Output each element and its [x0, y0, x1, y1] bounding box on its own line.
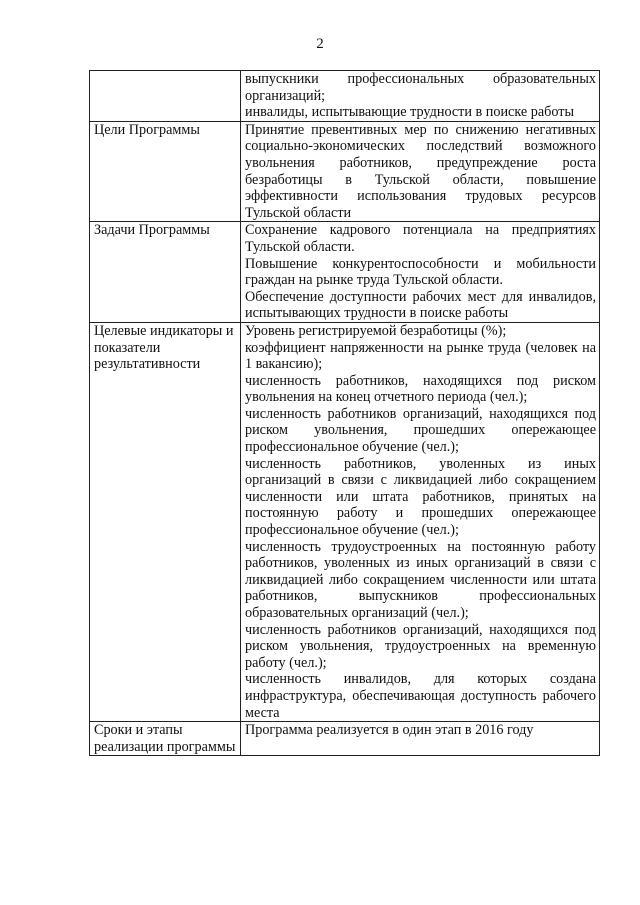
- program-passport-table: [89, 70, 600, 756]
- row-content-cell: [241, 121, 600, 222]
- content-paragraph: Обеспечение доступности рабочих мест для инвалидов, испытывающих трудности в поиске работы: [245, 288, 596, 322]
- row-label-cell: Задачи Программы: [90, 222, 241, 323]
- page-number: 2: [316, 36, 324, 52]
- row-label-cell: Цели Программы: [90, 121, 241, 222]
- content-paragraph: численность работников, находящихся под риском увольнения на конец отчетного периода (чел.);: [245, 372, 596, 406]
- table-row: [90, 322, 600, 721]
- table-row: [90, 722, 600, 756]
- content-paragraph: численность трудоустроенных на постоянную работу работников, уволенных из иных организаций в связи с ликвидацией либо сокращением численности или штата работников, выпускников профессиональных образовательных организаций (чел.);: [245, 538, 596, 621]
- content-paragraph: выпускники профессиональных образовательных организаций;: [245, 71, 596, 104]
- row-content-cell: [241, 322, 600, 721]
- content-paragraph: Повышение конкурентоспособности и мобильности граждан на рынке труда Тульской области.: [245, 255, 596, 289]
- table-row: [90, 71, 600, 122]
- content-paragraph: численность работников организаций, находящихся под риском увольнения, трудоустроенных на временную работу (чел.);: [245, 621, 596, 671]
- content-paragraph: коэффициент напряженности на рынке труда (человек на 1 вакансию);: [245, 339, 596, 373]
- content-paragraph: численность инвалидов, для которых создана инфраструктура, обеспечивающая доступность рабочего места: [245, 671, 596, 721]
- row-content-cell: [241, 71, 600, 122]
- row-content-cell: [241, 222, 600, 323]
- content-paragraph: Уровень регистрируемой безработицы (%);: [245, 322, 507, 339]
- row-label-cell: Целевые индикаторы и показатели результативности: [90, 322, 241, 721]
- content-paragraph: численность работников, уволенных из иных организаций в связи с ликвидацией либо сокращением численности или штата работников, принятых на постоянную работу и прошедших опережающее профессиональное обучение (чел.);: [245, 455, 596, 539]
- table-row: [90, 222, 600, 323]
- content-paragraph: Программа реализуется в один этап в 2016 году: [245, 722, 534, 739]
- content-paragraph: Принятие превентивных мер по снижению негативных социально-экономических последствий возможного увольнения работников, предупреждение роста безработицы в Тульской области, повышение эффективности использования трудовых ресурсов Тульской области: [245, 121, 596, 221]
- content-paragraph: Сохранение кадрового потенциала на предприятиях Тульской области.: [245, 222, 596, 255]
- content-paragraph: численность работников организаций, находящихся под риском увольнения, прошедших опережающее профессиональное обучение (чел.);: [245, 405, 596, 456]
- row-content-cell: [241, 722, 600, 756]
- content-paragraph: инвалиды, испытывающие трудности в поиске работы: [245, 104, 574, 121]
- row-label-cell: Сроки и этапы реализации программы: [90, 722, 241, 756]
- row-label-cell: [90, 71, 241, 122]
- table-row: [90, 121, 600, 222]
